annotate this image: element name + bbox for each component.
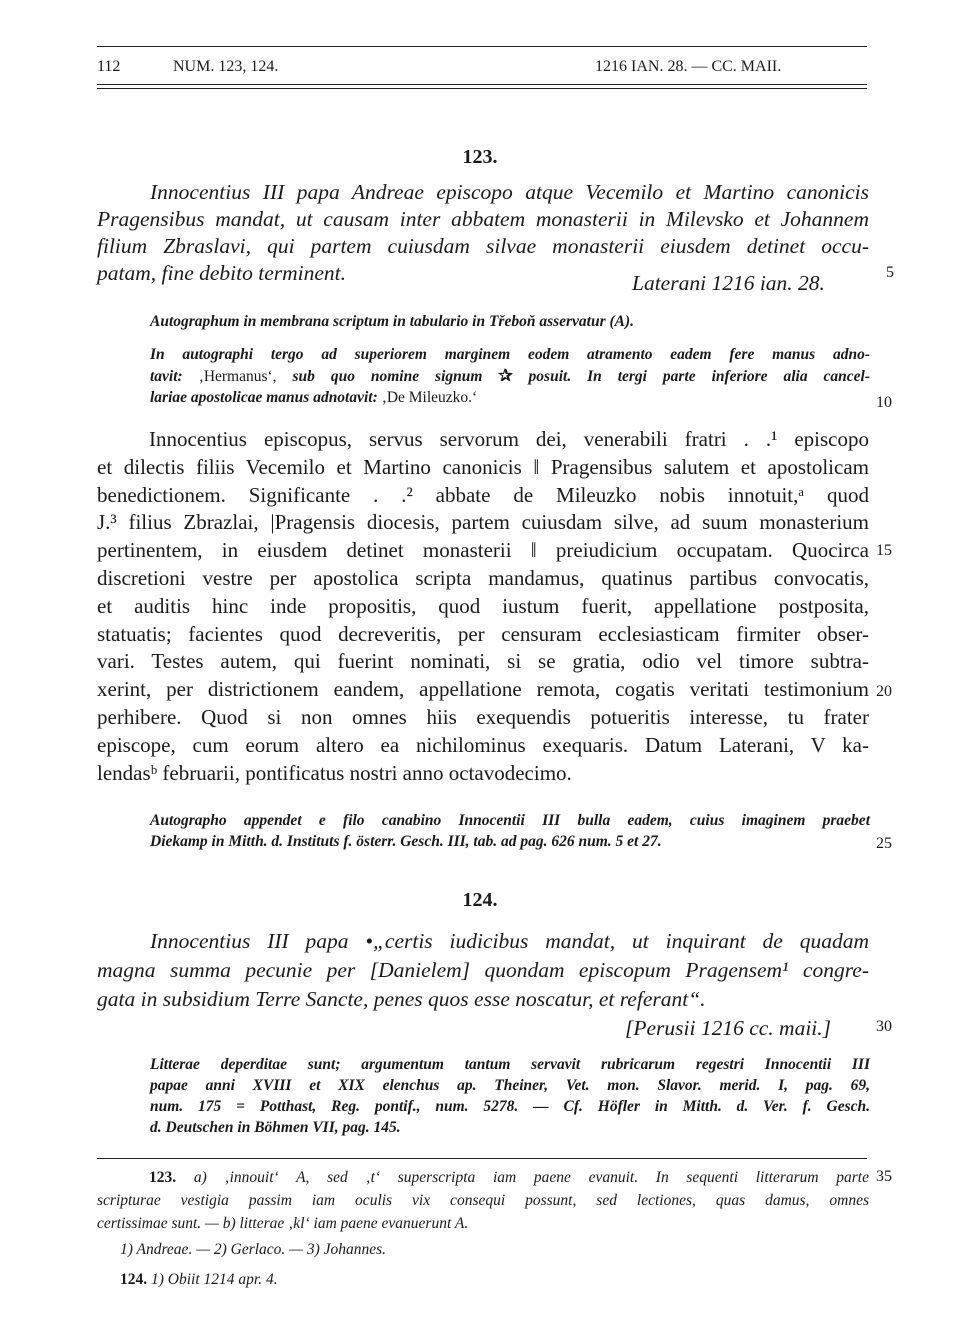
header-date-range: 1216 IAN. 28. — CC. MAII. — [595, 58, 782, 75]
note-fragment: lariae apostolicae manus adnotavit: — [150, 389, 382, 406]
text-line: lendasᵇ februarii, pontificatus nostri anno octavodecimo. — [97, 760, 572, 785]
note-line — [150, 365, 870, 387]
footnote-rule — [97, 1158, 867, 1159]
text-line: episcope, cum eorum altero ea nichilominus exequaris. Datum Laterani, V ka- — [97, 732, 869, 757]
text-line: et auditis hinc inde propositis, quod iustum fuerit, appellatione postposita, — [97, 593, 869, 618]
summary-124 — [150, 927, 869, 956]
note-line: Autographo appendet e filo canabino Innocentii III bulla eadem, cuius imaginem praebet — [150, 812, 870, 829]
note-line: d. Deutschen in Böhmen VII, pag. 145. — [150, 1119, 401, 1136]
header-rule-top — [97, 46, 867, 47]
footnote-label: 124. — [120, 1271, 148, 1288]
line-number: 15 — [876, 542, 892, 559]
footnote-line — [97, 1166, 869, 1189]
note-line: Diekamp in Mitth. d. Instituts f. österr. Gesch. III, tab. ad pag. 626 num. 5 et 27. — [150, 833, 662, 850]
footnote-line: certissimae sunt. — b) litterae ‚kl‘ iam paene evanuerunt A. — [97, 1215, 469, 1232]
note-fragment: posuit. In tergi parte inferiore alia cancel- — [512, 368, 870, 385]
note-fragment: sub quo nomine signum — [276, 368, 499, 385]
summary-124-cont — [97, 956, 869, 1014]
footnote-line — [120, 1268, 870, 1291]
note-quote: ‚De Mileuzko.‘ — [381, 389, 478, 406]
footnotes-123 — [97, 1166, 869, 1235]
summary-123 — [150, 179, 869, 206]
main-text-123 — [97, 426, 869, 787]
summary-line: Innocentius III papa Andreae episcopo atque Vecemilo et Martino canonicis — [150, 180, 869, 204]
document-number-124: 124. — [462, 889, 498, 911]
footnote-label: 123. — [149, 1169, 177, 1186]
footnote-line: 1) Andreae. — 2) Gerlaco. — 3) Johannes. — [120, 1241, 387, 1258]
summary-line: magna summa pecunie per [Danielem] quondam episcopum Pragensem¹ congre- — [97, 958, 869, 982]
line-number: 30 — [876, 1018, 892, 1035]
line-number: 25 — [876, 835, 892, 852]
header-document-numbers: NUM. 123, 124. — [173, 58, 279, 75]
note-line: papae anni XVIII et XIX elenchus ap. Theiner, Vet. mon. Slavor. merid. I, pag. 69, — [150, 1077, 870, 1094]
note-line — [150, 387, 870, 408]
text-line: et dilectis filiis Vecemilo et Martino canonicis ‖ Pragensibus salutem et apostolicam — [97, 454, 869, 479]
footnote-text: a) ‚innouit‘ A, sed ‚t‘ superscripta iam paene evanuit. In sequenti litterarum parte — [176, 1169, 869, 1186]
header-rule-double — [97, 88, 867, 89]
bulla-note-123 — [150, 810, 870, 852]
note-fragment: tavit: — [150, 368, 199, 385]
document-number-123: 123. — [462, 146, 498, 168]
header-rule — [97, 84, 867, 85]
page-number: 112 — [97, 58, 121, 75]
line-number: 20 — [876, 683, 892, 700]
footnotes-124 — [120, 1268, 870, 1291]
text-line: statuatis; facientes quod decreveritis, per censuram ecclesiasticam firmiter obser- — [97, 621, 869, 646]
lost-letter-note-124 — [150, 1054, 870, 1138]
source-note-123 — [150, 311, 870, 332]
text-line: vari. Testes autem, qui fuerint nominati, si se gratia, odio vel timore subtra- — [97, 649, 869, 674]
signum-star-icon: ✰ — [498, 366, 513, 385]
footnote-line: scripturae vestigia passim iam oculis vix consequi possunt, sed lectiones, quas damus, omnes — [97, 1192, 869, 1209]
note-quote: ‚Hermanus‘, — [198, 368, 277, 385]
note-line: num. 175 = Potthast, Reg. pontif., num. 5278. — Cf. Höfler in Mitth. d. Ver. f. Gesch. — [150, 1098, 870, 1115]
footnotes-123-names — [120, 1238, 870, 1261]
line-number: 10 — [876, 394, 892, 411]
footnote-text: 1) Obiit 1214 apr. 4. — [147, 1271, 278, 1288]
running-header — [97, 58, 867, 80]
line-number: 35 — [876, 1168, 892, 1185]
note-line: Autographum in membrana scriptum in tabulario in Třeboň asservatur (A). — [150, 313, 635, 330]
dateline-124: [Perusii 1216 cc. maii.] — [625, 1016, 832, 1040]
tergo-note-123 — [150, 344, 870, 408]
summary-line: gata in subsidium Terre Sancte, penes quos esse noscatur, et referant“. — [97, 987, 706, 1011]
text-line: perhibere. Quod si non omnes hiis exequendis potueritis interesse, tu frater — [97, 704, 869, 729]
summary-line: Pragensibus mandat, ut causam inter abbatem monasterii in Milevsko et Johannem — [97, 207, 869, 231]
text-line: pertinentem, in eiusdem detinet monasterii ‖ preiudicium occupatam. Quocirca — [97, 538, 869, 563]
note-line: Litterae deperditae sunt; argumentum tantum servavit rubricarum regestri Innocentii III — [150, 1056, 870, 1073]
text-line: Innocentius episcopus, servus servorum dei, venerabili fratri . .¹ episcopo — [149, 427, 869, 451]
line-number: 5 — [886, 264, 894, 281]
text-line: discretioni vestre per apostolica scripta mandamus, quatinus partibus convocatis, — [97, 565, 869, 590]
note-line: In autographi tergo ad superiorem marginem eodem atramento eadem fere manus adno- — [150, 346, 870, 363]
text-line: benedictionem. Significante . .² abbate de Mileuzko nobis innotuit,ᵃ quod — [97, 482, 869, 507]
dateline-123: Laterani 1216 ian. 28. — [632, 271, 825, 295]
text-line: xerint, per districtionem eandem, appellatione remota, cogatis veritati testimonium — [97, 677, 869, 702]
summary-line: Innocentius III papa •„certis iudicibus mandat, ut inquirant de quadam — [150, 929, 869, 953]
summary-line: patam, fine debito terminent. — [97, 261, 347, 285]
summary-line: filium Zbraslavi, qui partem cuiusdam silvae monasterii eiusdem detinet occu- — [97, 234, 869, 258]
text-line: J.³ filius Zbrazlai, |Pragensis diocesis, partem cuiusdam silve, ad suum monasterium — [97, 510, 869, 535]
